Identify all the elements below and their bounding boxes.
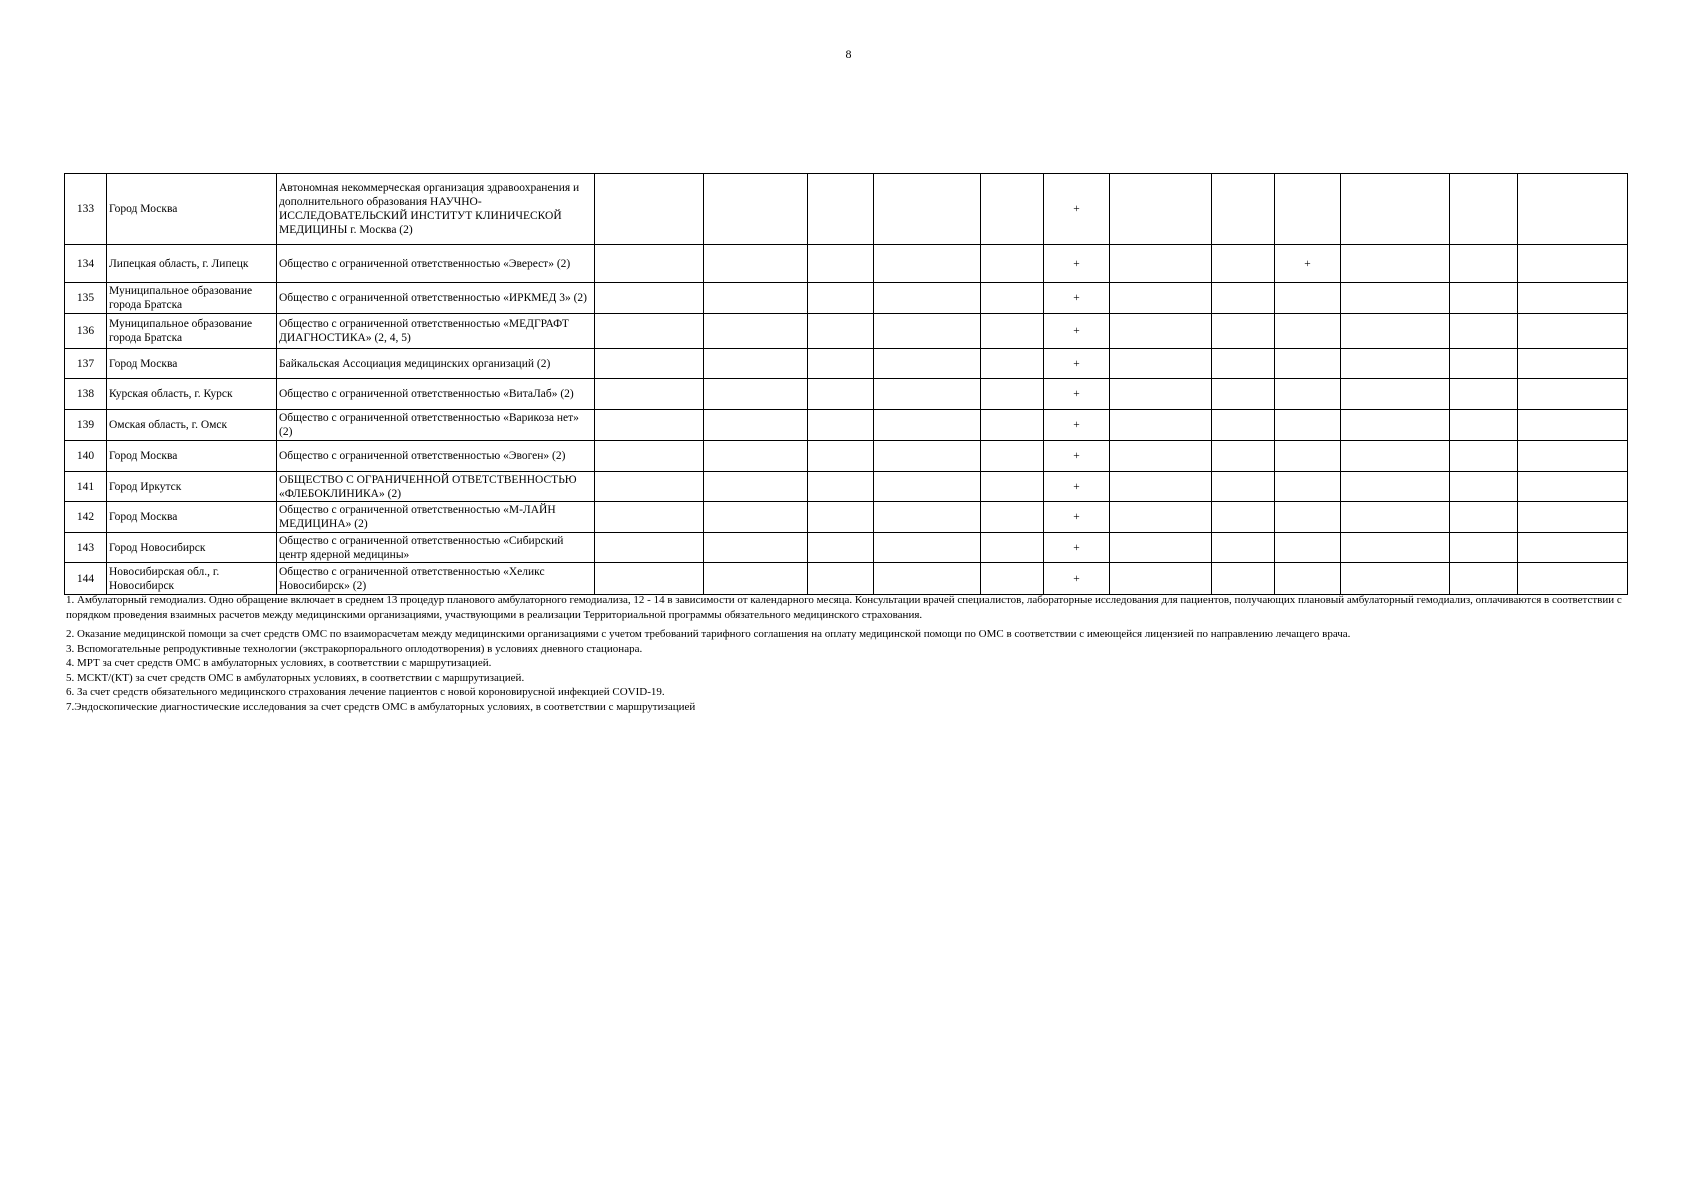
table-row (65, 283, 1628, 314)
mark-cell (808, 245, 874, 283)
mark-cell (1212, 533, 1275, 563)
table-row (65, 379, 1628, 410)
mark-cell (704, 502, 808, 533)
mark-cell (874, 441, 981, 472)
mark-cell (1450, 379, 1518, 410)
mark-cell (704, 349, 808, 379)
footnote: 6. За счет средств обязательного медицинского страхования лечение пациентов с новой короновирусной инфекцией COVID-19. (66, 686, 665, 698)
mark-cell (808, 472, 874, 502)
mark-cell (874, 349, 981, 379)
footnote: 1. Амбулаторный гемодиализ. Одно обращение включает в среднем 13 процедур планового амбулаторного гемодиализа, 12 - 14 в зависимости от календарного месяца. Консультации врачей специалистов, лабораторные исследования для пациентов, получающих плановый амбулаторный гемодиализ, оплачиваются в соответствии с порядком проведения взаимных расчетов между медицинскими организациями, участвующими в реализации Территориальной программы обязательного медицинского страхования. (66, 594, 1622, 621)
mark-cell (1518, 174, 1628, 245)
mark-cell (1341, 349, 1450, 379)
mark-cell (1518, 379, 1628, 410)
mark-cell (808, 502, 874, 533)
mark-cell (1212, 441, 1275, 472)
mark-cell (1341, 472, 1450, 502)
mark-cell (981, 502, 1044, 533)
mark-cell (1275, 441, 1341, 472)
mark-cell (1450, 410, 1518, 441)
mark-cell (808, 349, 874, 379)
mark-cell (595, 502, 704, 533)
mark-cell (874, 410, 981, 441)
mark-cell (981, 563, 1044, 595)
mark-cell (1518, 283, 1628, 314)
mark-cell (1341, 502, 1450, 533)
mark-cell (1450, 245, 1518, 283)
region-cell: Омская область, г. Омск (107, 410, 277, 441)
mark-cell (1341, 314, 1450, 349)
mark-cell (874, 563, 981, 595)
footnote: 4. МРТ за счет средств ОМС в амбулаторных условиях, в соответствии с маршрутизацией. (66, 657, 492, 669)
mark-cell (704, 563, 808, 595)
mark-cell (704, 314, 808, 349)
mark-cell (981, 283, 1044, 314)
mark-cell (595, 410, 704, 441)
row-number: 133 (65, 174, 107, 245)
row-number: 138 (65, 379, 107, 410)
mark-cell (874, 283, 981, 314)
organization-cell: ОБЩЕСТВО С ОГРАНИЧЕННОЙ ОТВЕТСТВЕННОСТЬЮ «ФЛЕБОКЛИНИКА» (2) (277, 472, 595, 502)
mark-cell (808, 441, 874, 472)
mark-cell (704, 283, 808, 314)
mark-cell (981, 314, 1044, 349)
page-number: 8 (845, 47, 852, 61)
mark-cell (981, 472, 1044, 502)
row-number: 136 (65, 314, 107, 349)
mark-cell (1212, 410, 1275, 441)
row-number: 144 (65, 563, 107, 595)
mark-cell (1518, 441, 1628, 472)
mark-cell (1212, 563, 1275, 595)
mark-cell (1110, 472, 1212, 502)
organization-cell: Общество с ограниченной ответственностью «Эверест» (2) (277, 245, 595, 283)
mark-cell (1110, 314, 1212, 349)
mark-cell: + (1044, 349, 1110, 379)
table-row (65, 349, 1628, 379)
region-cell: Город Москва (107, 502, 277, 533)
mark-cell (595, 174, 704, 245)
organization-cell: Общество с ограниченной ответственностью «ИРКМЕД 3» (2) (277, 283, 595, 314)
mark-cell (808, 314, 874, 349)
mark-cell (1518, 349, 1628, 379)
mark-cell (1341, 283, 1450, 314)
mark-cell: + (1044, 441, 1110, 472)
mark-cell (595, 472, 704, 502)
mark-cell (595, 533, 704, 563)
mark-cell (808, 563, 874, 595)
organization-cell: Общество с ограниченной ответственностью «Сибирский центр ядерной медицины» (277, 533, 595, 563)
mark-cell: + (1044, 472, 1110, 502)
mark-cell (595, 349, 704, 379)
row-number: 141 (65, 472, 107, 502)
organization-cell: Общество с ограниченной ответственностью «Варикоза нет» (2) (277, 410, 595, 441)
mark-cell (1275, 174, 1341, 245)
mark-cell (1341, 533, 1450, 563)
mark-cell (704, 245, 808, 283)
mark-cell (1212, 174, 1275, 245)
mark-cell (981, 379, 1044, 410)
mark-cell (874, 245, 981, 283)
mark-cell (595, 563, 704, 595)
mark-cell (808, 283, 874, 314)
mark-cell (808, 174, 874, 245)
region-cell: Новосибирская обл., г. Новосибирск (107, 563, 277, 595)
mark-cell (1450, 533, 1518, 563)
mark-cell (1275, 349, 1341, 379)
mark-cell (874, 472, 981, 502)
row-number: 140 (65, 441, 107, 472)
mark-cell (1341, 410, 1450, 441)
mark-cell (1275, 533, 1341, 563)
region-cell: Муниципальное образование города Братска (107, 314, 277, 349)
region-cell: Город Москва (107, 441, 277, 472)
mark-cell (1450, 349, 1518, 379)
region-cell: Город Москва (107, 349, 277, 379)
mark-cell (1341, 245, 1450, 283)
region-cell: Город Новосибирск (107, 533, 277, 563)
organization-cell: Общество с ограниченной ответственностью «МЕДГРАФТ ДИАГНОСТИКА» (2, 4, 5) (277, 314, 595, 349)
mark-cell (1518, 533, 1628, 563)
mark-cell (1341, 441, 1450, 472)
mark-cell (1110, 441, 1212, 472)
organization-cell: Общество с ограниченной ответственностью «М-ЛАЙН МЕДИЦИНА» (2) (277, 502, 595, 533)
mark-cell (1275, 502, 1341, 533)
organization-cell: Общество с ограниченной ответственностью «Хеликс Новосибирск» (2) (277, 563, 595, 595)
mark-cell (1275, 314, 1341, 349)
region-cell: Город Москва (107, 174, 277, 245)
mark-cell (874, 314, 981, 349)
organization-cell: Байкальская Ассоциация медицинских организаций (2) (277, 349, 595, 379)
table-row (65, 410, 1628, 441)
table-row (65, 314, 1628, 349)
mark-cell (595, 441, 704, 472)
mark-cell (1110, 502, 1212, 533)
mark-cell (1212, 283, 1275, 314)
mark-cell (874, 379, 981, 410)
row-number: 134 (65, 245, 107, 283)
mark-cell (1518, 563, 1628, 595)
mark-cell (1450, 502, 1518, 533)
mark-cell (874, 174, 981, 245)
mark-cell (595, 245, 704, 283)
mark-cell (704, 410, 808, 441)
mark-cell (1341, 174, 1450, 245)
mark-cell (1212, 314, 1275, 349)
mark-cell (704, 379, 808, 410)
mark-cell (1110, 533, 1212, 563)
organization-cell: Автономная некоммерческая организация здравоохранения и дополнительного образования НАУЧНО-ИССЛЕДОВАТЕЛЬСКИЙ ИНСТИТУТ КЛИНИЧЕСКОЙ МЕДИЦИНЫ г. Москва (2) (277, 174, 595, 245)
mark-cell (1450, 441, 1518, 472)
mark-cell (1275, 472, 1341, 502)
row-number: 143 (65, 533, 107, 563)
mark-cell (981, 410, 1044, 441)
table-row (65, 441, 1628, 472)
mark-cell: + (1044, 410, 1110, 441)
mark-cell (1450, 472, 1518, 502)
mark-cell: + (1275, 245, 1341, 283)
mark-cell: + (1044, 314, 1110, 349)
mark-cell (874, 502, 981, 533)
table-row (65, 563, 1628, 595)
mark-cell (595, 314, 704, 349)
row-number: 139 (65, 410, 107, 441)
mark-cell (1518, 245, 1628, 283)
mark-cell (1212, 245, 1275, 283)
mark-cell (1110, 349, 1212, 379)
mark-cell (1110, 563, 1212, 595)
mark-cell (1275, 379, 1341, 410)
table-row (65, 472, 1628, 502)
table-row (65, 502, 1628, 533)
mark-cell (1518, 472, 1628, 502)
footnote: 5. МСКТ/(КТ) за счет средств ОМС в амбулаторных условиях, в соответствии с маршрутизацией. (66, 671, 525, 684)
row-number: 135 (65, 283, 107, 314)
mark-cell (1110, 283, 1212, 314)
footnote: 2. Оказание медицинской помощи за счет средств ОМС по взаиморасчетам между медицинскими организациями с учетом требований тарифного соглашения на оплату медицинской помощи по ОМС в соответствии с имеющейся лицензией по направлению лечащего врача. (66, 628, 1351, 640)
mark-cell (981, 441, 1044, 472)
mark-cell (808, 410, 874, 441)
mark-cell (1518, 314, 1628, 349)
mark-cell (1450, 283, 1518, 314)
mark-cell (1450, 563, 1518, 595)
mark-cell (808, 379, 874, 410)
mark-cell: + (1044, 379, 1110, 410)
mark-cell: + (1044, 563, 1110, 595)
row-number: 137 (65, 349, 107, 379)
mark-cell (874, 533, 981, 563)
footnote: 7.Эндоскопические диагностические исследования за счет средств ОМС в амбулаторных условиях, в соответствии с маршрутизацией (66, 700, 696, 713)
mark-cell: + (1044, 502, 1110, 533)
mark-cell: + (1044, 283, 1110, 314)
mark-cell (595, 379, 704, 410)
organization-cell: Общество с ограниченной ответственностью «ВитаЛаб» (2) (277, 379, 595, 410)
table-row (65, 245, 1628, 283)
mark-cell (1518, 502, 1628, 533)
region-cell: Курская область, г. Курск (107, 379, 277, 410)
mark-cell (1212, 502, 1275, 533)
mark-cell (1275, 563, 1341, 595)
table-row (65, 533, 1628, 563)
mark-cell (595, 283, 704, 314)
mark-cell (1275, 283, 1341, 314)
mark-cell (1212, 349, 1275, 379)
region-cell: Липецкая область, г. Липецк (107, 245, 277, 283)
footnote: 3. Вспомогательные репродуктивные технологии (экстракорпорального оплодотворения) в условиях дневного стационара. (66, 642, 643, 655)
registry-table (64, 173, 1628, 595)
mark-cell (1341, 563, 1450, 595)
mark-cell (704, 174, 808, 245)
mark-cell (704, 441, 808, 472)
mark-cell (1110, 245, 1212, 283)
mark-cell (1110, 174, 1212, 245)
mark-cell (808, 533, 874, 563)
mark-cell (1212, 379, 1275, 410)
mark-cell (1518, 410, 1628, 441)
mark-cell (1450, 314, 1518, 349)
mark-cell (1212, 472, 1275, 502)
mark-cell (1450, 174, 1518, 245)
organization-cell: Общество с ограниченной ответственностью «Эвоген» (2) (277, 441, 595, 472)
row-number: 142 (65, 502, 107, 533)
mark-cell (1341, 379, 1450, 410)
footnotes (66, 593, 1626, 714)
region-cell: Муниципальное образование города Братска (107, 283, 277, 314)
region-cell: Город Иркутск (107, 472, 277, 502)
table-body (65, 174, 1628, 595)
table-row (65, 174, 1628, 245)
mark-cell (1110, 379, 1212, 410)
mark-cell (1110, 410, 1212, 441)
mark-cell (981, 533, 1044, 563)
mark-cell: + (1044, 174, 1110, 245)
mark-cell (981, 349, 1044, 379)
mark-cell: + (1044, 533, 1110, 563)
mark-cell (704, 533, 808, 563)
mark-cell (704, 472, 808, 502)
mark-cell (981, 174, 1044, 245)
mark-cell (1275, 410, 1341, 441)
mark-cell: + (1044, 245, 1110, 283)
mark-cell (981, 245, 1044, 283)
